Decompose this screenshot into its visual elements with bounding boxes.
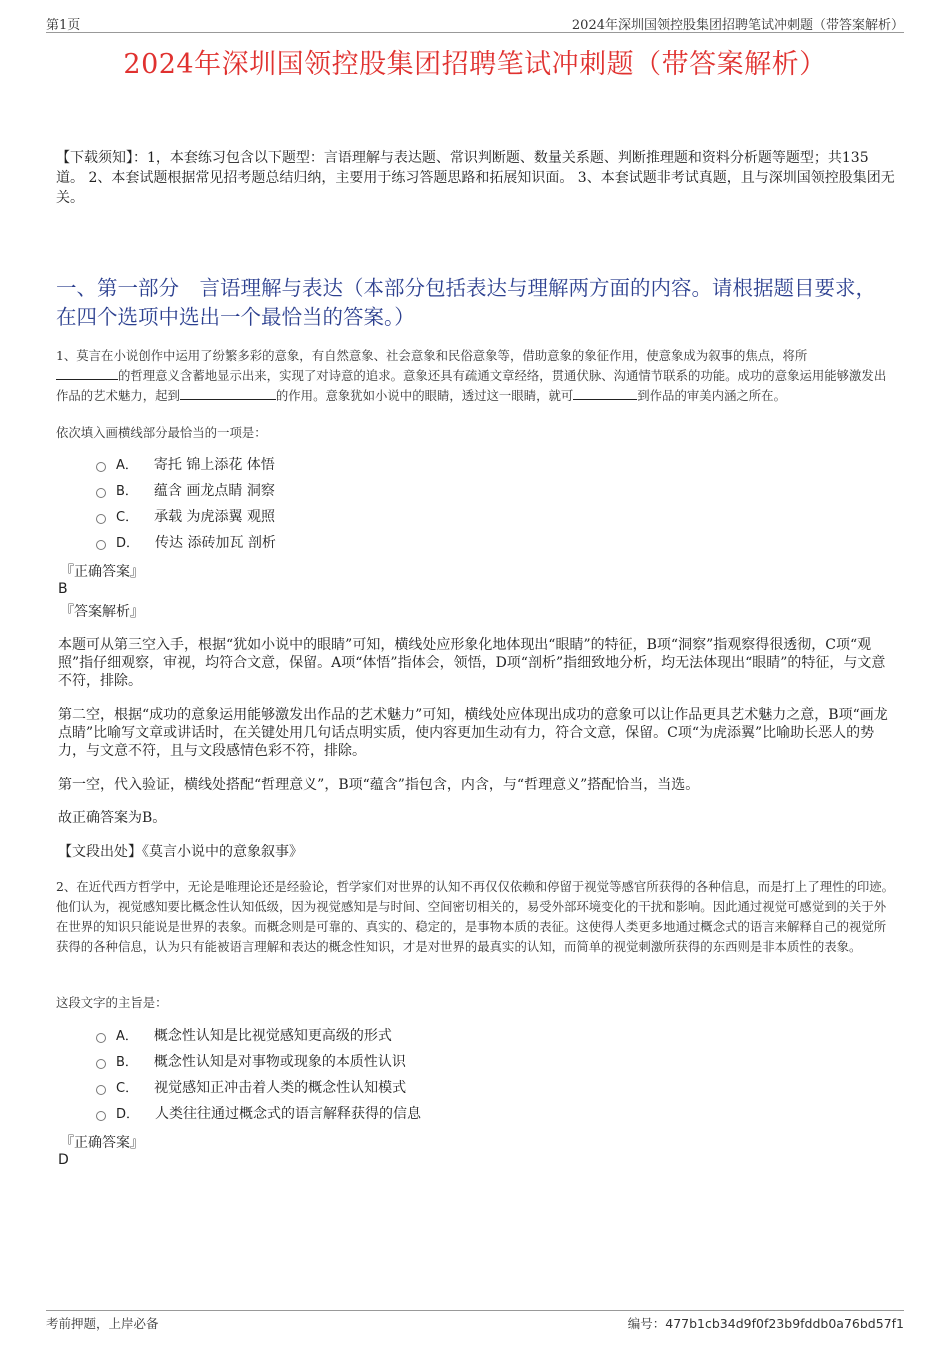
analysis-paragraph: 本题可从第三空入手，根据“犹如小说中的眼睛”可知，横线处应形象化地体现出“眼睛”的特征，B项“洞察”指观察得很透彻，C项“观照”指仔细观察，审视，均符合文意，保留。A项“体悟”指体会，领悟，D项“剖析”指细致地分析，均无法体现出“眼睛”的特征，与文意不符，排除。: [58, 637, 886, 689]
answer-blank: [56, 366, 118, 380]
option-letter: D．: [116, 536, 140, 551]
footer-divider: [46, 1310, 904, 1311]
question-1-segment: 1、莫言在小说创作中运用了纷繁多彩的意象，有自然意象、社会意象和民俗意象等，借助意象的象征作用，使意象成为叙事的焦点，将所: [56, 348, 808, 363]
radio-icon[interactable]: [96, 462, 106, 472]
question-1-option-a[interactable]: [96, 455, 275, 475]
option-letter: B．: [116, 1055, 138, 1070]
question-2-option-b[interactable]: [96, 1052, 406, 1072]
analysis-paragraph: 第一空，代入验证，横线处搭配“哲理意义”，B项“蕴含”指包含，内含，与“哲理意义”搭配恰当，当选。: [58, 777, 700, 793]
question-1-answer: B: [58, 581, 68, 597]
question-2-option-c[interactable]: [96, 1078, 406, 1098]
option-text: 概念性认知是比视觉感知更高级的形式: [153, 1028, 392, 1044]
document-title: 2024年深圳国领控股集团招聘笔试冲刺题（带答案解析）: [123, 49, 827, 80]
option-text: 概念性认知是对事物或现象的本质性认识: [153, 1054, 406, 1070]
question-1-segment: 的作用。意象犹如小说中的眼睛，透过这一眼睛，就可: [275, 388, 574, 403]
question-1-prompt: 依次填入画横线部分最恰当的一项是：: [56, 425, 267, 440]
question-1-option-b[interactable]: [96, 481, 275, 501]
source-citation: 【文段出处】《莫言小说中的意象叙事》: [58, 844, 303, 860]
question-1-option-c[interactable]: [96, 507, 275, 527]
option-text: 寄托 锦上添花 体悟: [153, 457, 275, 473]
radio-icon[interactable]: [96, 1059, 106, 1069]
question-2-prompt: 这段文字的主旨是：: [56, 995, 168, 1010]
download-notice: 【下载须知】：1，本套练习包含以下题型：言语理解与表达题、常识判断题、数量关系题、判断推理题和资料分析题等题型；共135道。 2、本套试题根据常见招考题总结归纳，主要用于练习答题思路和拓展知识面。 3、本套试题非考试真题，且与深圳国领控股集团无关。: [56, 150, 895, 206]
option-text: 承载 为虎添翼 观照: [154, 509, 275, 525]
radio-icon[interactable]: [96, 488, 106, 498]
page-number: 第1页: [46, 18, 81, 33]
option-text: 视觉感知正冲击着人类的概念性认知模式: [154, 1080, 407, 1096]
footer-slogan: 考前押题，上岸必备: [46, 1316, 159, 1331]
correct-answer-label: 『正确答案』: [60, 564, 144, 580]
question-2-option-d[interactable]: [96, 1104, 421, 1124]
question-2-answer: D: [58, 1152, 69, 1168]
section-title: 一、第一部分 言语理解与表达（本部分包括表达与理解两方面的内容。请根据题目要求，在四个选项中选出一个最恰当的答案。）: [56, 276, 876, 329]
option-text: 人类往往通过概念式的语言解释获得的信息: [155, 1106, 422, 1122]
header-doc-title: 2024年深圳国领控股集团招聘笔试冲刺题（带答案解析）: [571, 18, 904, 33]
question-1-segment: 的哲理意义含蓄地显示出来，实现了对诗意的追求。意象还具有疏通文章经络，贯通伏脉、沟通情节联系的功能。成功的意象运用能够激发出作品的艺术魅力，起到: [56, 368, 887, 403]
radio-icon[interactable]: [96, 540, 106, 550]
answer-blank: [180, 386, 276, 400]
analysis-paragraph: 故正确答案为B。: [58, 810, 167, 826]
option-letter: C．: [116, 1081, 139, 1096]
question-2-option-a[interactable]: [96, 1026, 392, 1046]
header-divider: [46, 32, 904, 33]
question-2-text: 2、在近代西方哲学中，无论是唯理论还是经验论，哲学家们对世界的认知不再仅仅依赖和停留于视觉等感官所获得的各种信息，而是打上了理性的印迹。他们认为，视觉感知要比概念性认知低级，因为视觉感知是与时间、空间密切相关的，易受外部环境变化的干扰和影响。因此通过视觉可感觉到的关于外在世界的知识只能说是世界的表象。而概念则是可靠的、真实的、稳定的，是事物本质的表征。这使得人类更多地通过概念式的语言来解释自己的视觉所获得的各种信息，认为只有能被语言理解和表达的概念性知识，才是对世界的最真实的认知，而简单的视觉刺激所获得的东西则是非本质性的表象。: [56, 879, 895, 954]
analysis-paragraph: 第二空，根据“成功的意象运用能够激发出作品的艺术魅力”可知，横线处应体现出成功的意象可以让作品更具艺术魅力之意，B项“画龙点睛”比喻写文章或讲话时，在关键处用几句话点明实质，使内容更加生动有力，符合文意，保留。C项“为虎添翼”比喻助长恶人的势力，与文意不符，且与文段感情色彩不符，排除。: [58, 707, 888, 759]
radio-icon[interactable]: [96, 1085, 106, 1095]
radio-icon[interactable]: [96, 1033, 106, 1043]
option-letter: D．: [116, 1107, 140, 1122]
answer-blank: [573, 386, 637, 400]
document-code: [628, 1314, 904, 1332]
option-text: 蕴含 画龙点睛 洞察: [153, 483, 275, 499]
option-text: 传达 添砖加瓦 剖析: [155, 535, 276, 551]
option-letter: A．: [116, 458, 138, 473]
question-1-text: [56, 346, 898, 406]
question-1-segment: 到作品的审美内涵之所在。: [637, 388, 786, 403]
code-value: 477b1cb34d9f0f23b9fddb0a76bd57f1: [665, 1316, 904, 1331]
option-letter: B．: [116, 484, 138, 499]
analysis-label: 『答案解析』: [60, 604, 144, 620]
radio-icon[interactable]: [96, 514, 106, 524]
correct-answer-label: 『正确答案』: [60, 1135, 144, 1151]
question-1-option-d[interactable]: [96, 533, 276, 553]
code-label: 编号：: [627, 1316, 666, 1331]
radio-icon[interactable]: [96, 1111, 106, 1121]
option-letter: A．: [116, 1029, 138, 1044]
option-letter: C．: [116, 510, 139, 525]
